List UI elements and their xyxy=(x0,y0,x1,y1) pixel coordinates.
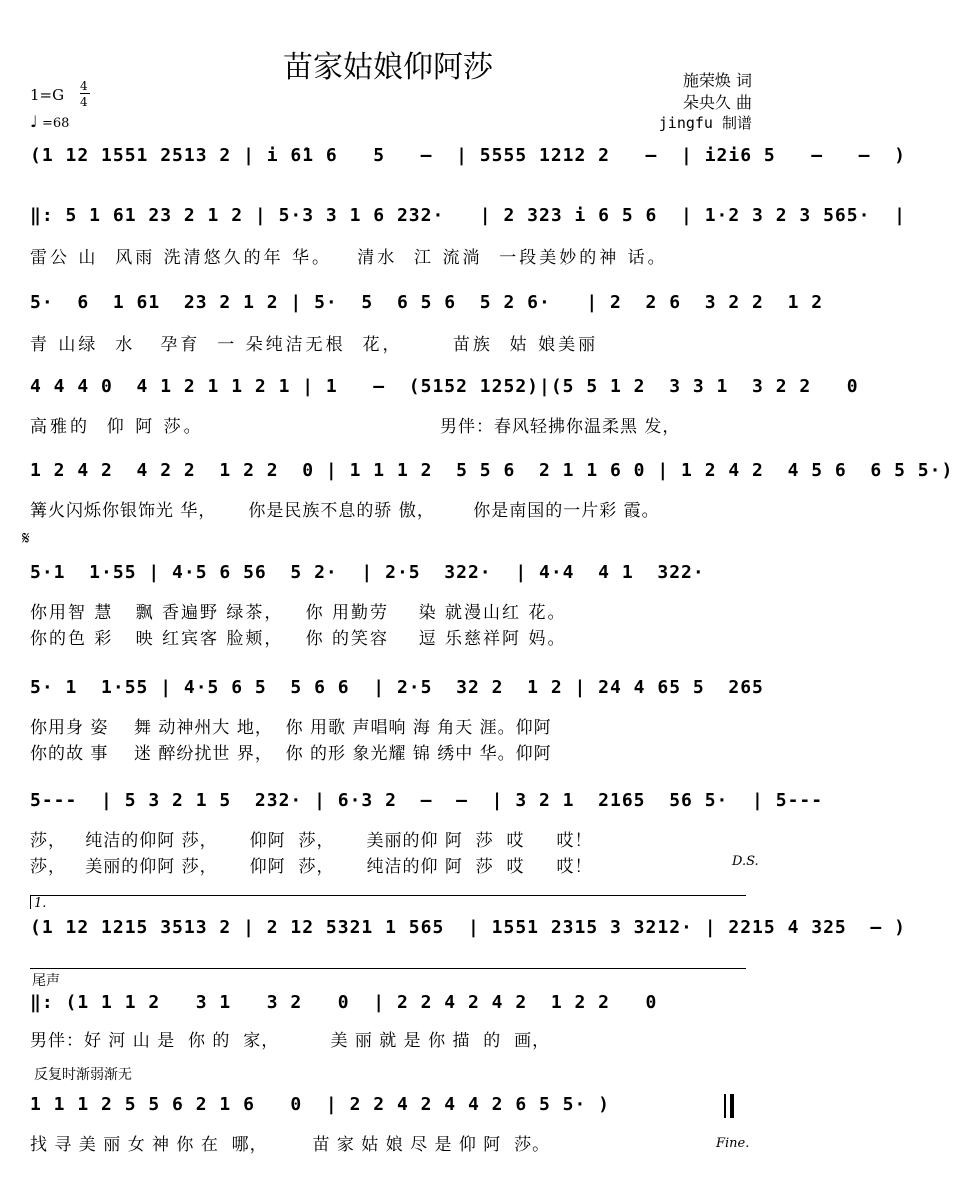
arranger-credit: jingfu 制谱 xyxy=(658,114,752,132)
lyrics-line: 找 寻 美 丽 女 神 你 在 哪， 苗 家 姑 娘 尽 是 仰 阿 莎。 xyxy=(30,1135,551,1155)
lyrics-line: 你用智 慧 飘 香遍野 绿茶， 你 用勤劳 染 就漫山红 花。 xyxy=(30,603,567,623)
segno-icon: 𝄋 xyxy=(22,528,30,549)
coda-bracket xyxy=(30,968,746,969)
notes-line: 5·1 1·55 | 4·5 6 56 5 2· | 2·5 322· | 4·4 4 1 322· xyxy=(30,562,705,583)
first-ending-bracket xyxy=(30,895,746,896)
dal-segno-mark: D.S. xyxy=(732,854,759,869)
lyrics-line-2: 你的故 事 迷 醉纷扰世 界， 你 的形 象光耀 锦 绣中 华。仰阿 xyxy=(30,744,552,764)
time-signature-line xyxy=(80,93,90,94)
notes-line: 5· 1 1·55 | 4·5 6 5 5 6 6 | 2·5 32 2 1 2 | 24 4 65 5 265 xyxy=(30,677,764,698)
lyrics-line-2: 你的色 彩 映 红宾客 脸颊， 你 的笑容 逗 乐慈祥阿 妈。 xyxy=(30,629,567,649)
quarter-note-icon: ♩ xyxy=(30,112,38,131)
final-barline-thin xyxy=(724,1094,726,1118)
lyrics-line: 你用身 姿 舞 动神州大 地， 你 用歌 声唱响 海 角天 涯。仰阿 xyxy=(30,718,552,738)
first-ending-bracket-left xyxy=(30,895,31,909)
time-signature-bottom: 4 xyxy=(80,95,88,109)
lyricist-credit: 施荣焕 词 xyxy=(682,71,752,90)
lyrics-line: 青 山绿 水 孕育 一 朵纯洁无根 花， 苗族 姑 娘美丽 xyxy=(30,335,599,355)
lyrics-line: 莎， 纯洁的仰阿 莎， 仰阿 莎， 美丽的仰 阿 莎 哎 哎！ xyxy=(30,831,593,851)
final-barline xyxy=(730,1094,734,1118)
key-signature: 1=G xyxy=(30,86,65,104)
notes-line: 5· 6 1 61 23 2 1 2 | 5· 5 6 5 6 5 2 6· | 2 2 6 3 2 2 1 2 xyxy=(30,292,824,313)
first-ending-label: 1. xyxy=(34,896,47,911)
notes-line: (1 12 1215 3513 2 | 2 12 5321 1 565 | 1551 2315 3 3212· | 2215 4 325 – ) xyxy=(30,917,906,938)
song-title: 苗家姑娘仰阿莎 xyxy=(283,50,493,85)
notes-line: 4 4 4 0 4 1 2 1 1 2 1 | 1 – (5152 1252)|(5 5 1 2 3 3 1 3 2 2 0 xyxy=(30,376,859,397)
notes-line: (1 12 1551 2513 2 | i 6̇1 6 5 – | 5555 1212 2 – | i2i6 5 – – ) xyxy=(30,145,906,166)
time-signature-top: 4 xyxy=(80,79,88,93)
notes-line: ‖: 5 1 61 23 2 1 2 | 5·3 3 1 6 232· | 2 323 i 6 5 6 | 1·2 3 2 3 565· | xyxy=(30,205,906,226)
notes-line: 5--- | 5 3 2 1 5 232· | 6·3 2 – – | 3 2 1 2165 56 5· | 5--- xyxy=(30,790,824,811)
fine-mark: Fine. xyxy=(716,1136,750,1151)
composer-credit: 朵央久 曲 xyxy=(682,93,752,112)
lyrics-line: 高雅的 仰 阿 莎。 xyxy=(30,417,204,437)
notes-line: 1 1 1 2 5 5 6 2 1 6 0 | 2 2 4 2 4 4 2 6 5 5· ) xyxy=(30,1094,611,1115)
tempo-mark: =68 xyxy=(42,116,70,131)
lyrics-line-male: 男伴：春风轻拂你温柔黑 发， xyxy=(440,417,681,437)
lyrics-line-2: 莎， 美丽的仰阿 莎， 仰阿 莎， 纯洁的仰 阿 莎 哎 哎！ xyxy=(30,857,593,877)
coda-label: 尾声 xyxy=(32,972,60,988)
notes-line: ‖: (1 1 1 2 3 1 3 2 0 | 2 2 4 2 4 2 1 2 2 0 xyxy=(30,992,658,1013)
lyrics-line: 篝火闪烁你银饰光 华， 你是民族不息的骄 傲， 你是南国的一片彩 霞。 xyxy=(30,501,660,521)
lyrics-line: 雷公 山 风雨 洗清悠久的年 华。 清水 江 流淌 一段美妙的神 话。 xyxy=(30,248,668,268)
lyrics-line: 男伴：好 河 山 是 你 的 家， 美 丽 就 是 你 描 的 画， xyxy=(30,1031,551,1051)
repeat-note: 反复时渐弱渐无 xyxy=(34,1066,132,1082)
notes-line: 1 2 4 2 4 2 2 1 2 2 0 | 1 1 1 2 5 5 6 2 1 1 6 0 | 1 2 4 2 4 5 6 6 5 5·) xyxy=(30,460,953,481)
